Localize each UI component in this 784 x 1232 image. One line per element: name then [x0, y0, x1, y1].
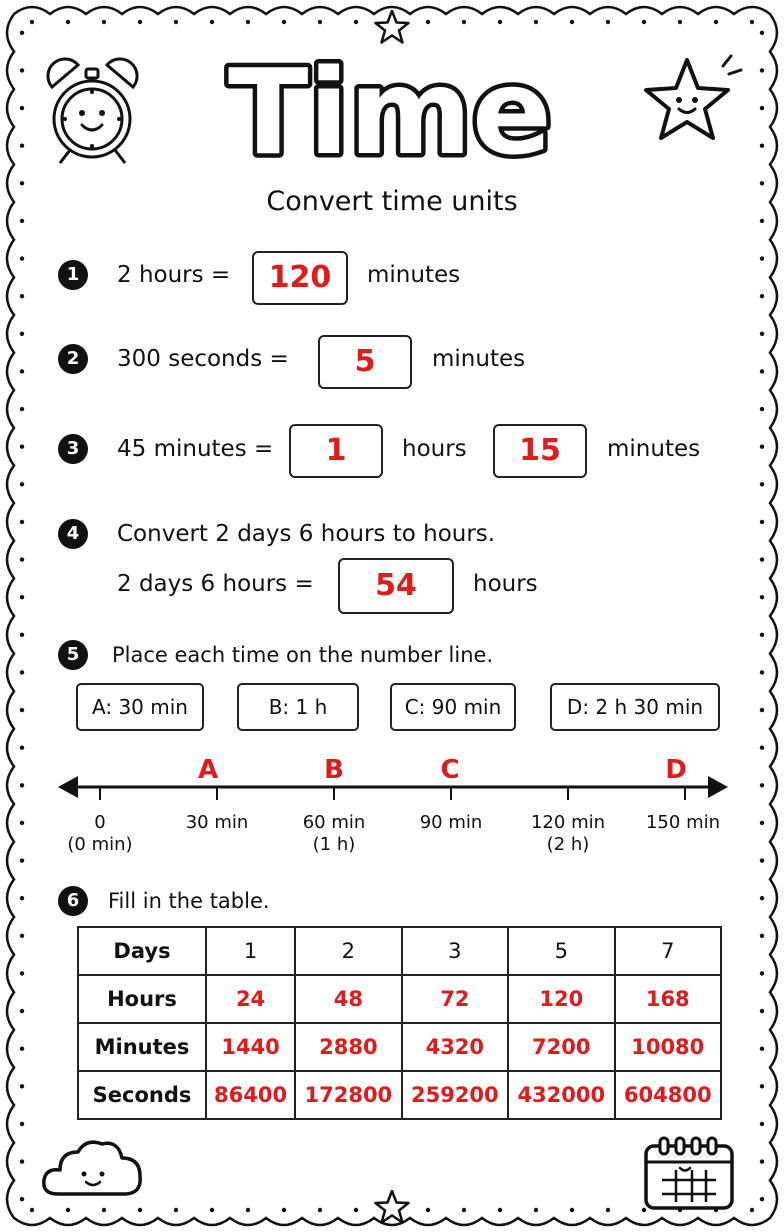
question-3-answer-minutes: 15: [493, 424, 587, 478]
frame-dot: [426, 1208, 430, 1212]
frame-dot: [760, 633, 764, 637]
question-3-text: 45 minutes =: [117, 436, 274, 462]
frame-dot: [760, 1197, 764, 1201]
frame-dot: [20, 144, 24, 148]
frame-dot: [498, 1208, 502, 1212]
frame-dot: [20, 1009, 24, 1013]
frame-dot: [174, 1208, 178, 1212]
frame-dot: [760, 1159, 764, 1163]
frame-dot: [678, 20, 682, 24]
frame-dot: [20, 971, 24, 975]
frame-dot: [210, 1208, 214, 1212]
time-chip-b: B: 1 h: [237, 683, 359, 731]
frame-dot: [102, 1208, 106, 1212]
frame-dot: [20, 1159, 24, 1163]
question-1-answer: 120: [252, 251, 348, 305]
frame-dot: [138, 1208, 142, 1212]
tick-label-0: 0 (0 min): [67, 812, 133, 855]
frame-dot: [760, 670, 764, 674]
number-line-letter-d: D: [665, 755, 687, 785]
arrow-left-icon: [58, 776, 78, 798]
cloud-icon: [38, 1132, 150, 1202]
frame-dot: [760, 68, 764, 72]
frame-dot: [760, 407, 764, 411]
frame-dot: [102, 20, 106, 24]
number-line-letter-c: C: [440, 755, 460, 785]
question-3-unit-minutes: minutes: [607, 436, 701, 462]
question-1-number: 1: [58, 260, 88, 290]
table-cell: 7: [615, 927, 721, 975]
page-title: [210, 38, 570, 178]
frame-dot: [20, 31, 24, 35]
frame-dot: [20, 332, 24, 336]
frame-dot: [318, 1208, 322, 1212]
frame-dot: [20, 633, 24, 637]
frame-dot: [760, 219, 764, 223]
tick-label-30: 30 min: [185, 812, 249, 833]
frame-dot: [318, 20, 322, 24]
question-3-unit-hours: hours: [402, 436, 467, 462]
row-header: Seconds: [78, 1071, 206, 1119]
table-cell: 120: [508, 975, 614, 1023]
svg-text:Time: Time: [228, 43, 552, 178]
frame-dot: [20, 520, 24, 524]
table-cell: 168: [615, 975, 721, 1023]
frame-dot: [462, 20, 466, 24]
frame-dot: [570, 20, 574, 24]
table-row: [78, 975, 721, 1023]
frame-dot: [210, 20, 214, 24]
frame-dot: [20, 294, 24, 298]
question-2-number: 2: [58, 344, 88, 374]
page-subtitle: Convert time units: [266, 186, 518, 217]
question-1-text: 2 hours =: [117, 262, 231, 288]
row-header: Minutes: [78, 1023, 206, 1071]
question-4-answer: 54: [338, 558, 454, 614]
table-cell: 5: [508, 927, 614, 975]
frame-dot: [20, 934, 24, 938]
frame-dot: [20, 68, 24, 72]
frame-dot: [760, 1084, 764, 1088]
frame-dot: [282, 1208, 286, 1212]
frame-dot: [760, 520, 764, 524]
number-line-letter-b: B: [324, 755, 344, 785]
tick-label-150: 150 min: [645, 812, 721, 833]
table-row: [78, 927, 721, 975]
row-header: Hours: [78, 975, 206, 1023]
time-chip-d: D: 2 h 30 min: [550, 683, 720, 731]
frame-dot: [246, 1208, 250, 1212]
question-5-number: 5: [58, 640, 88, 670]
frame-dot: [20, 708, 24, 712]
frame-dot: [760, 482, 764, 486]
question-4-number: 4: [58, 519, 88, 549]
frame-dot: [66, 1208, 70, 1212]
frame-dot: [760, 256, 764, 260]
table-cell: 1440: [206, 1023, 295, 1071]
frame-dot: [20, 482, 24, 486]
tick-label-90: 90 min: [419, 812, 483, 833]
frame-dot: [462, 1208, 466, 1212]
table-cell: 259200: [402, 1071, 508, 1119]
frame-dot: [20, 896, 24, 900]
frame-dot: [760, 332, 764, 336]
question-4-unit: hours: [473, 571, 538, 597]
table-cell: 172800: [295, 1071, 401, 1119]
table-cell: 432000: [508, 1071, 614, 1119]
conversion-table: [77, 926, 722, 1120]
frame-dot: [760, 746, 764, 750]
frame-dot: [20, 407, 24, 411]
time-chip-a: A: 30 min: [76, 683, 204, 731]
table-cell: 4320: [402, 1023, 508, 1071]
frame-dot: [760, 31, 764, 35]
frame-dot: [20, 746, 24, 750]
frame-dot: [20, 256, 24, 260]
frame-dot: [426, 20, 430, 24]
frame-dot: [498, 20, 502, 24]
question-2-text: 300 seconds =: [117, 346, 289, 372]
frame-dot: [20, 557, 24, 561]
question-1-unit: minutes: [367, 262, 461, 288]
tick-label-60: 60 min (1 h): [302, 812, 366, 855]
table-row: [78, 1023, 721, 1071]
frame-dot: [760, 896, 764, 900]
frame-dot: [20, 445, 24, 449]
frame-dot: [20, 219, 24, 223]
table-cell: 24: [206, 975, 295, 1023]
alarm-clock-icon: [40, 55, 145, 170]
frame-dot: [760, 971, 764, 975]
star-icon: [635, 48, 750, 158]
frame-dot: [760, 557, 764, 561]
table-cell: 2880: [295, 1023, 401, 1071]
tick-label-120: 120 min (2 h): [530, 812, 606, 855]
frame-dot: [20, 106, 24, 110]
frame-dot: [20, 821, 24, 825]
table-cell: 48: [295, 975, 401, 1023]
frame-dot: [20, 181, 24, 185]
question-5-prompt: Place each time on the number line.: [112, 643, 494, 667]
frame-dot: [30, 1208, 34, 1212]
frame-dot: [750, 1208, 754, 1212]
frame-dot: [174, 20, 178, 24]
frame-dot: [20, 595, 24, 599]
table-cell: 2: [295, 927, 401, 975]
question-6-prompt: Fill in the table.: [108, 889, 270, 913]
frame-dot: [760, 934, 764, 938]
frame-dot: [30, 20, 34, 24]
calendar-icon: [640, 1132, 740, 1214]
question-2-answer: 5: [318, 335, 412, 389]
frame-dot: [138, 20, 142, 24]
row-header: Days: [78, 927, 206, 975]
table-cell: 1: [206, 927, 295, 975]
frame-dot: [20, 670, 24, 674]
frame-dot: [20, 1084, 24, 1088]
question-3-answer-hours: 1: [289, 424, 383, 478]
frame-dot: [606, 20, 610, 24]
frame-dot: [606, 1208, 610, 1212]
table-cell: 604800: [615, 1071, 721, 1119]
frame-dot: [760, 144, 764, 148]
frame-dot: [760, 595, 764, 599]
frame-dot: [760, 294, 764, 298]
frame-dot: [642, 20, 646, 24]
frame-dot: [354, 20, 358, 24]
time-chip-c: C: 90 min: [390, 683, 516, 731]
star-small-icon: [372, 8, 412, 48]
frame-dot: [20, 1047, 24, 1051]
question-4-prompt: Convert 2 days 6 hours to hours.: [117, 521, 496, 547]
frame-dot: [760, 1047, 764, 1051]
frame-dot: [570, 1208, 574, 1212]
star-small-icon: [372, 1188, 412, 1228]
frame-dot: [20, 858, 24, 862]
frame-dot: [760, 369, 764, 373]
frame-dot: [282, 20, 286, 24]
frame-dot: [760, 821, 764, 825]
table-row: [78, 1071, 721, 1119]
frame-dot: [246, 20, 250, 24]
frame-dot: [760, 445, 764, 449]
frame-dot: [20, 1197, 24, 1201]
question-2-unit: minutes: [432, 346, 526, 372]
frame-dot: [20, 369, 24, 373]
table-cell: 3: [402, 927, 508, 975]
question-6-number: 6: [58, 886, 88, 916]
frame-dot: [760, 1122, 764, 1126]
table-cell: 7200: [508, 1023, 614, 1071]
frame-dot: [714, 20, 718, 24]
frame-dot: [534, 20, 538, 24]
frame-dot: [760, 106, 764, 110]
frame-dot: [760, 181, 764, 185]
table-cell: 10080: [615, 1023, 721, 1071]
frame-dot: [760, 858, 764, 862]
question-3-number: 3: [58, 434, 88, 464]
number-line-letter-a: A: [197, 755, 219, 785]
frame-dot: [20, 1122, 24, 1126]
frame-dot: [534, 1208, 538, 1212]
arrow-right-icon: [708, 776, 728, 798]
frame-dot: [66, 20, 70, 24]
frame-dot: [354, 1208, 358, 1212]
table-cell: 86400: [206, 1071, 295, 1119]
table-cell: 72: [402, 975, 508, 1023]
question-4-text: 2 days 6 hours =: [117, 571, 314, 597]
frame-dot: [760, 708, 764, 712]
frame-dot: [750, 20, 754, 24]
frame-dot: [760, 1009, 764, 1013]
